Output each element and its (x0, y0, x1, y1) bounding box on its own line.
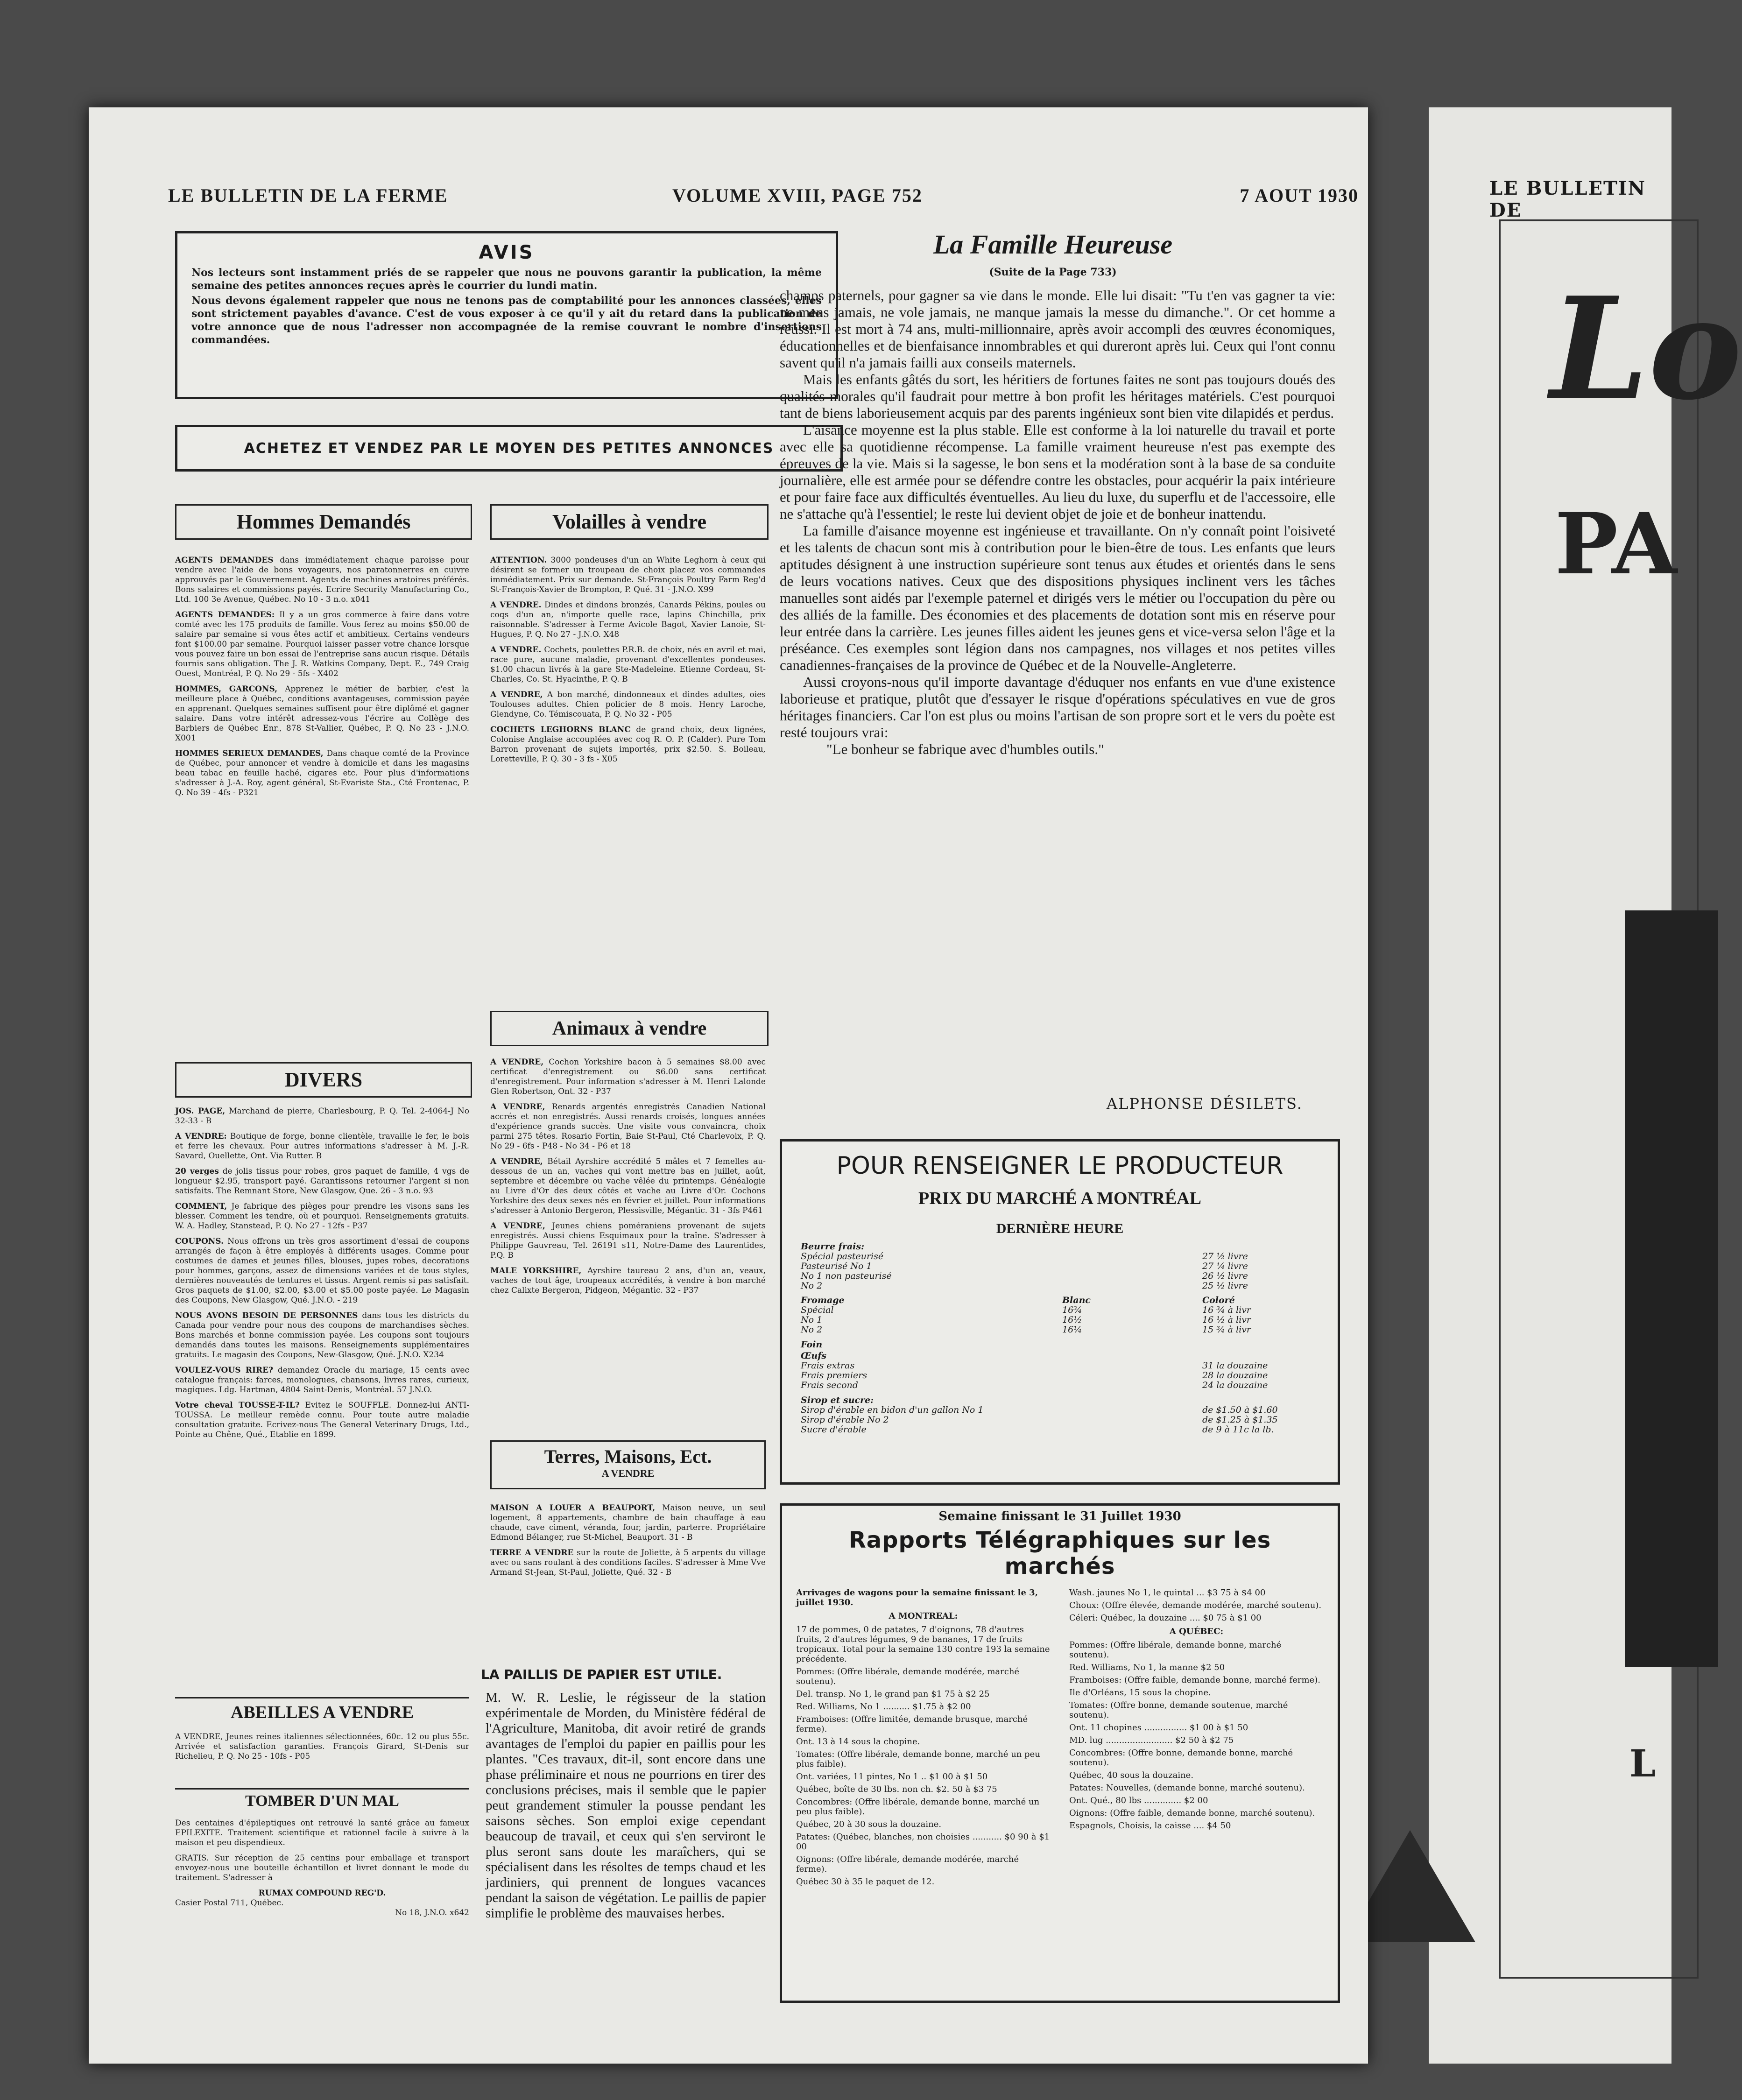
classified-ad: MAISON A LOUER A BEAUPORT, Maison neuve, un seul logement, 8 appartements, chambre de bain chauffage à eau chaude, cave ciment, véranda, four, jardin, parterre. Propriétaire Edmond Bélanger, rue St-Michel, Beauport. 31 - B (490, 1503, 766, 1542)
masthead-volume: VOLUME XVIII, PAGE 752 (672, 185, 923, 206)
masthead (168, 184, 1359, 208)
avis-title: AVIS (479, 242, 535, 263)
article-paragraph: Mais les enfants gâtés du sort, les héritiers de fortunes faites ne sont pas toujours doués des qualités morales qu'il faudrait pour mettre à bon profit les héritages matériels. C'est pourquoi tant de biens laborieusement acquis par des parents ingénieux sont bien vite dilapidés et perdus. (780, 371, 1335, 421)
market-line: Québec 30 à 35 le paquet de 12. (796, 1877, 935, 1887)
fromage-header: Fromage Blanc Coloré (801, 1295, 1235, 1305)
rapports-columns (796, 1588, 1324, 1889)
hommes-column (175, 556, 469, 803)
abeilles-heading: ABEILLES A VENDRE (175, 1697, 469, 1727)
classified-ad: 20 verges de jolis tissus pour robes, gros paquet de famille, 4 vgs de longueur $2.95, transport payé. Garantissons retourner l'argent si non satisfaits. The Remnant Store, New Glasgow, Que. 26 - 3 n.o. 93 (175, 1167, 469, 1196)
market-line: Tomates: (Offre libérale, demande bonne, marché un peu plus faible). (796, 1749, 1040, 1769)
price-row: Spécial 16¾ 16 ¾ à livr (801, 1305, 1251, 1315)
classified-ad: COCHETS LEGHORNS BLANC de grand choix, deux lignées, Colonise Anglaise accouplées avec coq R. O. P. (Calder). Pure Tom Barron provenant de sujets importés, prix $2.50. S. Boileau, Loretteville, P. Q. 30 - 3 fs - X05 (490, 725, 766, 764)
tomber-paragraph-2: GRATIS. Sur réception de 25 centins pour emballage et transport envoyez-nous une bouteille échantillon et livret donnant le mode du traitement. S'adresser à (175, 1853, 469, 1882)
adjacent-big-title: Lo (1550, 266, 1742, 431)
classified-ad: COMMENT, Je fabrique des pièges pour prendre les visons sans les blesser. Comment les tendre, où et pourquoi. Renseignements gratuits. W. A. Hadley, Stanstead, P. Q. No 27 - 12fs - P37 (175, 1202, 469, 1231)
market-line: Pommes: (Offre libérale, demande bonne, marché soutenu). (1069, 1640, 1282, 1660)
animaux-heading: Animaux à vendre (490, 1011, 769, 1046)
classified-ad: COUPONS. Nous offrons un très gros assortiment d'essai de coupons arrangés de façon à être employés à différents usages. Comme pour costumes de dames et jeunes filles, blouses, jupes robes, decorations pour hommes, garçons, assez de dimensions variées et de tous styles, dernières nouveautés de tentures et tissus. Argent remis si pas satisfait. Gros paquets de $1.00, $2.00, $3.00 et $5.00 poste payée. Le Magasin des Coupons, New Glasgow, Qué. J.N.O. - 219 (175, 1237, 470, 1305)
achetez-banner: ACHETEZ ET VENDEZ PAR LE MOYEN DES PETITES ANNONCES (175, 425, 843, 472)
adjacent-caption: L (1629, 1741, 1656, 1785)
price-row: Frais second 24 la douzaine (801, 1380, 1268, 1390)
rapports-title: Rapports Télégraphiques sur les marchés (848, 1527, 1271, 1579)
market-line: Choux: (Offre élevée, demande modérée, marché soutenu). (1069, 1600, 1322, 1610)
tomber-paragraph-1: Des centaines d'épileptiques ont retrouvé la santé grâce au fameux EPILEXITE. Traitement scientifique et rationnel facile à suivre à la maison et peu dispendieux. (175, 1818, 469, 1847)
classified-ad: A VENDRE: Boutique de forge, bonne clientèle, travaille le fer, le bois et ferre les chevaux. Pour autres informations s'adresser à M. J.-R. Savard, Ouellette, Ont. Via Rutter. B (175, 1132, 469, 1161)
market-line: Céleri: Québec, la douzaine .... $0 75 à $1 00 (1069, 1613, 1262, 1623)
quebec-label: A QUÉBEC: (1169, 1627, 1224, 1636)
price-row: Sucre d'érable de 9 à 11c la lb. (801, 1424, 1274, 1435)
market-line: Tomates: (Offre bonne, demande soutenue, marché soutenu). (1069, 1700, 1288, 1720)
market-line: Ont. Qué., 80 lbs .............. $2 00 (1069, 1796, 1208, 1805)
market-line: MD. lug ......................... $2 50 à $2 75 (1069, 1735, 1234, 1745)
rapports-semaine: Semaine finissant le 31 Juillet 1930 (938, 1509, 1181, 1523)
market-line: Ont. 11 chopines ................ $1 00 à $1 50 (1069, 1723, 1248, 1733)
article-quote: "Le bonheur se fabrique avec d'humbles outils." (826, 741, 1104, 757)
classified-ad: ATTENTION. 3000 pondeuses d'un an White Leghorn à ceux qui désirent se former un troupeau de choix placez vos commandes immédiatement. Prix sur demande. St-François Poultry Farm Reg'd St-François-Xavier de Brompton, P. Qué. 31 - J.N.O. X99 (490, 556, 766, 594)
avis-paragraph-1: Nos lecteurs sont instamment priés de se rappeler que nous ne pouvons garantir la publication, la même semaine des petites annonces reçues après le courrier du lundi matin. (191, 267, 822, 292)
market-line: Wash. jaunes No 1, le quintal ... $3 75 à $4 00 (1069, 1588, 1266, 1598)
adjacent-big-heading: PA (1555, 495, 1677, 593)
market-line: Pommes: (Offre libérale, demande modérée, marché soutenu). (796, 1667, 1020, 1686)
rapports-box (780, 1503, 1340, 2003)
classified-ad: A VENDRE, Cochon Yorkshire bacon à 5 semaines $8.00 avec certificat d'enregistrement ou $6.00 sans certificat d'enregistrement. Pour information s'adresser à M. Henri Lalonde Glen Robertson, Ont. 32 - P37 (490, 1057, 766, 1096)
rapports-right (1069, 1588, 1324, 1889)
producteur-box (780, 1139, 1340, 1485)
masthead-date: 7 AOUT 1930 (1240, 185, 1359, 206)
classified-ad: HOMMES, GARCONS, Apprenez le métier de barbier, c'est la meilleure place à Québec, conditions avantageuses, commission payée en apprenant. Quelques semaines suffisent pour être diplômé et gagner salaire. Dans votre intérêt adressez-vous l'écrire au Collège des Barbiers de Québec Enr., 878 St-Vallier, Québec, P. Q. No 23 - J.N.O. X001 (175, 684, 470, 743)
market-line: Ont. variées, 11 pintes, No 1 .. $1 00 à $1 50 (796, 1772, 988, 1782)
classified-ad: VOULEZ-VOUS RIRE? demandez Oracle du mariage, 15 cents avec catalogue français: farces, monologues, chansons, livres rares, curieux, magiques. Ldg. Hartman, 4804 Saint-Denis, Montréal. 57 J.N.O. (175, 1366, 470, 1395)
avis-paragraph-2: Nous devons également rappeler que nous ne tenons pas de comptabilité pour les annonces classées, elles sont strictement payables d'avance. C'est de vous exposer à ce qu'il y ait du retard dans la publication de votre annonce que de nous l'adresser non accompagnée de la remise couvrant le nombre d'insertions commandées. (191, 295, 822, 346)
oeufs-label: Œufs (801, 1351, 827, 1361)
adjacent-page (1429, 107, 1742, 2064)
market-line: Ont. 13 à 14 sous la chopine. (796, 1737, 920, 1747)
hommes-heading: Hommes Demandés (175, 504, 472, 540)
famille-suite: (Suite de la Page 733) (989, 266, 1117, 278)
newspaper-page (89, 107, 1368, 2064)
market-line: Red. Williams, No 1 .......... $1.75 à $2 00 (796, 1702, 971, 1712)
market-line: Patates: Nouvelles, (demande bonne, marché soutenu). (1069, 1783, 1305, 1793)
classified-ad: A VENDRE. Dindes et dindons bronzés, Canards Pékins, poules ou coqs d'un an, n'importe quelle race, lapins Chinchilla, prix raisonnable. S'adresser à Ferme Avicole Bagot, Xavier Lanoie, St-Hugues, P. Q. No 27 - J.N.O. X48 (490, 600, 766, 639)
price-row: Pasteurisé No 1 27 ¼ livre (801, 1261, 1248, 1271)
article-paragraph: La famille d'aisance moyenne est ingénieuse et travaillante. On n'y connaît point l'oisiveté et les talents de chacun sont mis à contribution pour le bien-être de tous. Les enfants que leurs aptitudes désignent à une instruction supérieure sont tenus aux études et orientés dans le sens de leurs vocations natives. Ceux que des dispositions physiques inclinent vers les tâches manuelles sont aidés par l'exemple paternel et dirigés vers le métier ou l'occupation du père ou des alliés de la famille. Des économies et des placements de dotation sont mis en réserve pour leur entrée dans la carrière. Les jeunes filles aident les jeunes gens et vice-versa selon l'âge et la préséance. Ces exemples sont légion dans nos campagnes, nos villages et nos petites villes canadiennes-françaises de la province de Québec et de la Nouvelle-Angleterre. (780, 522, 1335, 673)
classified-ad: A VENDRE. Cochets, poulettes P.R.B. de choix, nés en avril et mai, race pure, aucune maladie, provenant d'excellentes pondeuses. $1.00 chacun livrés à la gare Ste-Madeleine. Etienne Cordeau, St-Charles, Co. St. Hyacinthe, P. Q. B (490, 645, 766, 684)
divers-column (175, 1106, 469, 1445)
price-row: Sirop d'érable en bidon d'un gallon No 1 de $1.50 à $1.60 (801, 1405, 1278, 1415)
tomber-company: RUMAX COMPOUND REG'D. (258, 1889, 386, 1898)
animaux-column (490, 1057, 766, 1301)
article-paragraph: champs paternels, pour gagner sa vie dans le monde. Elle lui disait: "Tu t'en vas gagner ta vie: ne mens jamais, ne vole jamais, ne manque jamais la messe du dimanche.". Or cet homme a réussi. Il est mort à 74 ans, multi-millionnaire, après avoir accompli des œuvres économiques, éducationnelles et de bienfaisance innombrables et qui dureront après lui. Ceux qui l'ont connu savent qu'il n'a jamais failli aux conseils maternels. (780, 287, 1335, 371)
classified-ad: Votre cheval TOUSSE-T-IL? Evitez le SOUFFLE. Donnez-lui ANTI-TOUSSA. Le meilleur remède connu. Pour toute autre maladie consultation gratuite. Ecrivez-nous The General Veterinary Drugs, Ltd., Pointe au Chêne, Qué., Etablie en 1899. (175, 1401, 470, 1439)
price-row: Sirop d'érable No 2 de $1.25 à $1.35 (801, 1415, 1278, 1425)
tomber-column (175, 1818, 469, 1924)
paillis-title: LA PAILLIS DE PAPIER EST UTILE. (481, 1667, 722, 1682)
article-paragraph: L'aisance moyenne est la plus stable. Elle est conforme à la loi naturelle du travail et porte avec elle sa quotidienne récompense. La famille vraiment heureuse n'est pas exempte des épreuves de la vie. Mais si la sagesse, le bon sens et la modération sont à la base de sa conduite journalière, elle est armée pour se défendre contre les obstacles, pour acquérir la paix intérieure et pour faire face aux difficultés éventuelles. Au lieu du luxe, du superflu et de l'accessoire, elle ne s'attache qu'à l'essentiel; le reste lui devient objet de joie et de bonheur inattendu. (780, 422, 1335, 522)
terres-title: Terres, Maisons, Ect. (544, 1446, 712, 1467)
rapports-arrivages: Arrivages de wagons pour la semaine finissant le 3, juillet 1930. (796, 1588, 1038, 1607)
market-line: Red. Williams, No 1, la manne $2 50 (1069, 1663, 1225, 1672)
market-line: Patates: (Québec, blanches, non choisies ........... $0 90 à $1 00 (796, 1832, 1050, 1852)
classified-ad: A VENDRE, Jeunes reines italiennes sélectionnées, 60c. 12 ou plus 55c. Arrivée et satisfaction garanties. François Girard, St-Denis sur Richelieu, P. Q. No 25 - 10fs - P05 (175, 1732, 469, 1761)
terres-column (490, 1503, 766, 1583)
famille-title: La Famille Heureuse (933, 229, 1173, 260)
classified-ad: A VENDRE, Bétail Ayrshire accrédité 5 mâles et 7 femelles au-dessous de un an, vaches qui vont mettre bas en juillet, août, septembre et décembre ou vache vêlée du printemps. Généalogie au Livre d'Or des deux côtés et vache au Livre d'Or. Cochons Yorkshire des deux sexes nés en février et juillet. Pour informations s'adresser à Antonio Bergeron, Plessisville, Mégantic. 31 - 3fs P461 (490, 1157, 766, 1215)
price-row: Spécial pasteurisé 27 ½ livre (801, 1251, 1248, 1261)
market-line: Ile d'Orléans, 15 sous la chopine. (1069, 1688, 1211, 1698)
famille-article (780, 287, 1335, 758)
masthead-title: LE BULLETIN DE LA FERME (168, 185, 448, 206)
producteur-heure: DERNIÈRE HEURE (996, 1221, 1124, 1236)
market-line: Espagnols, Choisis, la caisse .... $4 50 (1069, 1821, 1231, 1831)
market-line: Québec, boîte de 30 lbs. non ch. $2. 50 à $3 75 (796, 1784, 997, 1794)
market-line: Oignons: (Offre faible, demande bonne, marché soutenu). (1069, 1808, 1315, 1818)
avis-box (175, 231, 838, 399)
market-line: Concombres: (Offre libérale, demande bonne, marché un peu plus faible). (796, 1797, 1040, 1817)
price-row: No 1 non pasteurisé 26 ½ livre (801, 1271, 1248, 1281)
classified-ad: AGENTS DEMANDES: Il y a un gros commerce à faire dans votre comté avec les 175 produits de famille. Vous ferez au moins $50.00 de salaire par semaine si vous êtes actif et ambitieux. Certains vendeurs font $100.00 par semaine. Pourquoi laisser passer votre chance lorsque vous pouvez faire un bon essai de l'entreprise sans aucun risque. Détails fournis sans obligation. The J. R. Watkins Company, Dept. E., 749 Craig Ouest, Montréal, P. Q. No 29 - 5fs - X402 (175, 610, 469, 678)
rapports-left (796, 1588, 1051, 1889)
market-line: Québec, 20 à 30 sous la douzaine. (796, 1819, 942, 1829)
market-line: Framboises: (Offre limitée, demande brusque, marché ferme). (796, 1714, 1028, 1734)
beurre-label: Beurre frais: (801, 1241, 865, 1252)
terres-subtitle: A VENDRE (601, 1467, 655, 1479)
market-line: Oignons: (Offre libérale, demande modérée, marché ferme). (796, 1854, 1019, 1874)
volailles-column (490, 556, 766, 770)
classified-ad: HOMMES SERIEUX DEMANDES, Dans chaque comté de la Province de Québec, pour annoncer et vendre à domicile et dans les magasins beau tabac en feuille haché, cigares etc. Pour plus d'informations s'adresser à J.-A. Roy, agent général, St-Evariste Sta., Cté Frontenac, P. Q. No 39 - 4fs - P321 (175, 749, 470, 797)
article-paragraph: Aussi croyons-nous qu'il importe davantage d'éduquer nos enfants en vue d'une existence laborieuse et pratique, plutôt que d'essayer le risque d'opérations spéculatives en vue de gros héritages financiers. Car l'on est plus ou moins l'artisan de son propre sort et le vers du poète est resté toujours vrai: (780, 674, 1335, 740)
abeilles-column (175, 1732, 469, 1767)
adjacent-dark-image (1625, 910, 1718, 1667)
market-line: Québec, 40 sous la douzaine. (1069, 1770, 1194, 1780)
classified-ad: A VENDRE, Renards argentés enregistrés Canadien National accrés et non enregistrés. Aussi renards croisés, longues années d'expérience grands succès. Une visite vous convaincra, choix parmi 275 têtes. Rosario Fortin, Baie St-Paul, Cté Charlevoix, P. Q. No 29 - 6fs - P48 - No 34 - P6 et 18 (490, 1102, 766, 1151)
adjacent-masthead: LE BULLETIN DE (1489, 177, 1646, 221)
price-row: Frais premiers 28 la douzaine (801, 1370, 1268, 1381)
famille-author: ALPHONSE DÉSILETS. (1107, 1095, 1303, 1113)
sirop-label: Sirop et sucre: (801, 1395, 874, 1405)
classified-ad: A VENDRE, A bon marché, dindonneaux et dindes adultes, oies Toulouses adultes. Chien policier de 8 mois. Henry Laroche, Glendyne, Co. Témiscouata, P. Q. No 32 - P05 (490, 690, 766, 719)
classified-ad: NOUS AVONS BESOIN DE PERSONNES dans tous les districts du Canada pour vendre pour nous des coupons de marchandises sèches. Bons marchés et bonne commission payée. Les coupons sont toujours demandés dans toutes les maisons. Renseignements supplémentaires gratuits. Le magasin des Coupons, New-Glasgow, Qué. J.N.O. X234 (175, 1311, 469, 1360)
paillis-article: M. W. R. Leslie, le régisseur de la station expérimentale de Morden, du Ministère fédéral de l'Agriculture, Manitoba, dit avoir retiré de grands avantages de l'emploi du papier en paillis pour les plantes. "Ces travaux, dit-il, sont encore dans une phase préliminaire et nous ne pourrions en tirer des conclusions précises, mais il semble que le papier peut grandement stimuler la pousse pendant les saisons sèches. Son emploi exige cependant beaucoup de travail, et ceux qui s'en serviront le plus seront sans doute les maraîchers, qui se spécialisent dans les résoltes de temps chaud et les jardiniers, qui prennent de longues vacances pendant la saison de végétation. Le paillis de papier simplifie le problème des mauvaises herbes. (486, 1690, 766, 1921)
classified-ad: JOS. PAGE, Marchand de pierre, Charlesbourg, P. Q. Tel. 2-4064-J No 32-33 - B (175, 1106, 470, 1126)
classified-ad: MALE YORKSHIRE, Ayrshire taureau 2 ans, d'un an, veaux, vaches de tout âge, troupeaux accrédités, à vendre à bon marché chez Calixte Bergeron, Pidgeon, Mégantic. 32 - P37 (490, 1266, 766, 1295)
price-row: No 1 16½ 16 ½ à livr (801, 1315, 1251, 1325)
classified-ad: AGENTS DEMANDES dans immédiatement chaque paroisse pour vendre avec l'aide de bons voyageurs, nos paratonnerres en cuivre approuvés par le Gouvernement. Agents de machines aratoires préférés. Bons salaires et commissions payés. Ecrire Security Manufacturing Co., Ltd. 100 3e Avenue, Québec. No 10 - 3 n.o. x041 (175, 556, 470, 604)
tomber-address: Casier Postal 711, Québec. (175, 1898, 284, 1908)
volailles-heading: Volailles à vendre (490, 504, 769, 540)
foin-label: Foin (801, 1339, 823, 1350)
market-line: Concombres: (Offre bonne, demande bonne, marché soutenu). (1069, 1748, 1293, 1768)
market-line: Del. transp. No 1, le grand pan $1 75 à $2 25 (796, 1689, 990, 1699)
classified-ad: A VENDRE, Jeunes chiens poméraniens provenant de sujets enregistrés. Aussi chiens Esquimaux pour la traîne. S'adresser à Philippe Gauvreau, Tel. 26191 s11, Notre-Dame des Laurentides, P.Q. B (490, 1221, 766, 1260)
market-line: Framboises: (Offre faible, demande bonne, marché ferme). (1069, 1675, 1320, 1685)
price-row: No 2 25 ½ livre (801, 1281, 1248, 1291)
price-row: Frais extras 31 la douzaine (801, 1360, 1268, 1371)
terres-heading (490, 1440, 766, 1489)
tomber-heading: TOMBER D'UN MAL (175, 1788, 469, 1813)
tomber-ref: No 18, J.N.O. x642 (395, 1908, 469, 1917)
producteur-subtitle: PRIX DU MARCHÉ A MONTRÉAL (918, 1189, 1201, 1208)
producteur-title: POUR RENSEIGNER LE PRODUCTEUR (836, 1152, 1284, 1180)
divers-heading: DIVERS (175, 1062, 472, 1098)
price-row: No 2 16¼ 15 ¾ à livr (801, 1325, 1251, 1335)
market-line: 17 de pommes, 0 de patates, 7 d'oignons, 78 d'autres fruits, 2 d'autres légumes, 9 de bananes, 17 de fruits tropicaux. Total pour la semaine 130 contre 193 la semaine précédente. (796, 1625, 1050, 1664)
montreal-label: A MONTREAL: (889, 1611, 958, 1621)
classified-ad: TERRE A VENDRE sur la route de Joliette, à 5 arpents du village avec ou sans roulant à des conditions faciles. S'adresser à Mme Vve Armand St-Jean, St-Paul, Joliette, Qué. 32 - B (490, 1548, 766, 1577)
